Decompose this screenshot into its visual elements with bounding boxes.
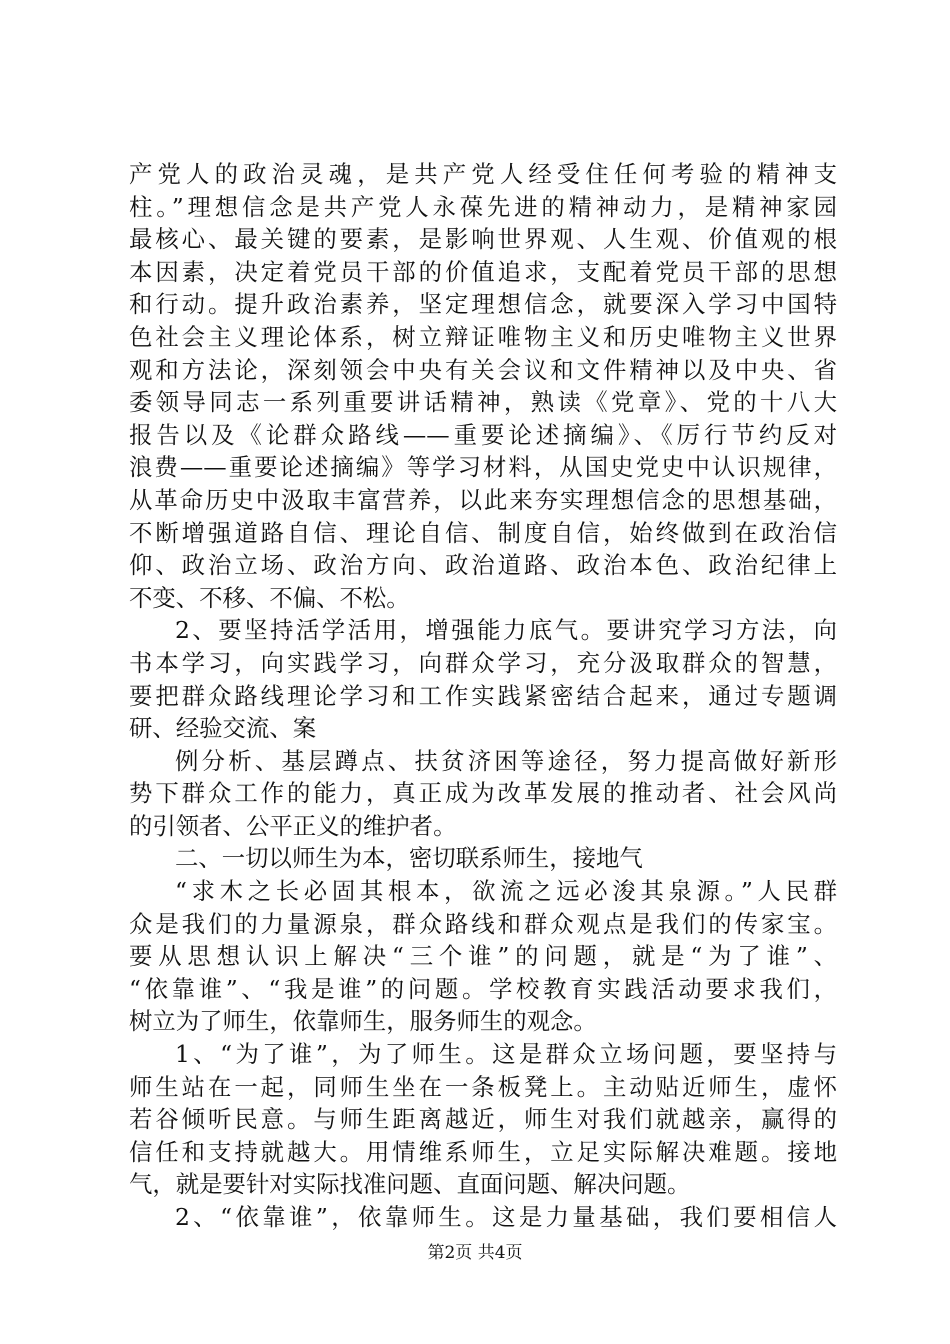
text-line: 1、“为了谁”，为了师生。这是群众立场问题，要坚持与 xyxy=(175,1040,837,1069)
text-line: 树立为了师生，依靠师生，服务师生的观念。 xyxy=(129,1007,597,1036)
text-line: 信任和支持就越大。用情维系师生，立足实际解决难题。接地 xyxy=(129,1137,837,1166)
text-line: 委领导同志一系列重要讲话精神，熟读《党章》、党的十八大 xyxy=(129,388,837,417)
text-line: 书本学习，向实践学习，向群众学习，充分汲取群众的智慧， xyxy=(129,648,837,677)
text-line: 本因素，决定着党员干部的价值追求，支配着党员干部的思想 xyxy=(129,257,837,286)
text-line: 众是我们的力量源泉，群众路线和群众观点是我们的传家宝。 xyxy=(129,909,837,938)
text-line: 要从思想认识上解决“三个谁”的问题，就是“为了谁”、 xyxy=(129,942,837,971)
text-line: 产党人的政治灵魂，是共产党人经受住任何考验的精神支 xyxy=(129,160,837,188)
text-line: 的引领者、公平正义的维护者。 xyxy=(129,811,457,840)
text-line: 不变、不移、不偏、不松。 xyxy=(129,583,410,612)
text-line: 从革命历史中汲取丰富营养，以此来夯实理想信念的思想基础， xyxy=(129,485,837,514)
text-line: 师生站在一起，同师生坐在一条板凳上。主动贴近师生，虚怀 xyxy=(129,1072,837,1101)
text-line: 报告以及《论群众路线——重要论述摘编》、《厉行节约反对 xyxy=(129,420,837,449)
text-line: 要把群众路线理论学习和工作实践紧密结合起来，通过专题调 xyxy=(129,681,837,710)
text-line: 2、要坚持活学活用，增强能力底气。要讲究学习方法，向 xyxy=(175,616,837,645)
text-line: 二、一切以师生为本，密切联系师生，接地气 xyxy=(175,844,643,873)
text-line: 例分析、基层蹲点、扶贫济困等途径，努力提高做好新形 xyxy=(175,746,837,775)
text-line: 最核心、最关键的要素，是影响世界观、人生观、价值观的根 xyxy=(129,225,837,254)
text-line: 研、经验交流、案 xyxy=(129,714,317,743)
page-footer: 第2页 共4页 xyxy=(427,1243,523,1263)
text-line: 仰、政治立场、政治方向、政治道路、政治本色、政治纪律上 xyxy=(129,551,837,580)
text-line: 柱。”理想信念是共产党人永葆先进的精神动力，是精神家园 xyxy=(129,192,837,221)
text-line: 浪费——重要论述摘编》等学习材料，从国史党史中认识规律， xyxy=(129,453,837,482)
text-line: 2、“依靠谁”，依靠师生。这是力量基础，我们要相信人 xyxy=(175,1203,837,1231)
text-line: 若谷倾听民意。与师生距离越近，师生对我们就越亲，赢得的 xyxy=(129,1105,837,1134)
text-line: “依靠谁”、“我是谁”的问题。学校教育实践活动要求我们， xyxy=(129,974,837,1003)
text-line: 不断增强道路自信、理论自信、制度自信，始终做到在政治信 xyxy=(129,518,837,547)
text-line: “求木之长必固其根本，欲流之远必浚其泉源。”人民群 xyxy=(175,877,837,906)
document-body xyxy=(129,158,837,1234)
text-line: 色社会主义理论体系，树立辩证唯物主义和历史唯物主义世界 xyxy=(129,322,837,351)
text-line: 气，就是要针对实际找准问题、直面问题、解决问题。 xyxy=(129,1170,691,1199)
text-line: 和行动。提升政治素养，坚定理想信念，就要深入学习中国特 xyxy=(129,290,837,319)
text-line: 势下群众工作的能力，真正成为改革发展的推动者、社会风尚 xyxy=(129,779,837,808)
text-line: 观和方法论，深刻领会中央有关会议和文件精神以及中央、省 xyxy=(129,355,837,384)
